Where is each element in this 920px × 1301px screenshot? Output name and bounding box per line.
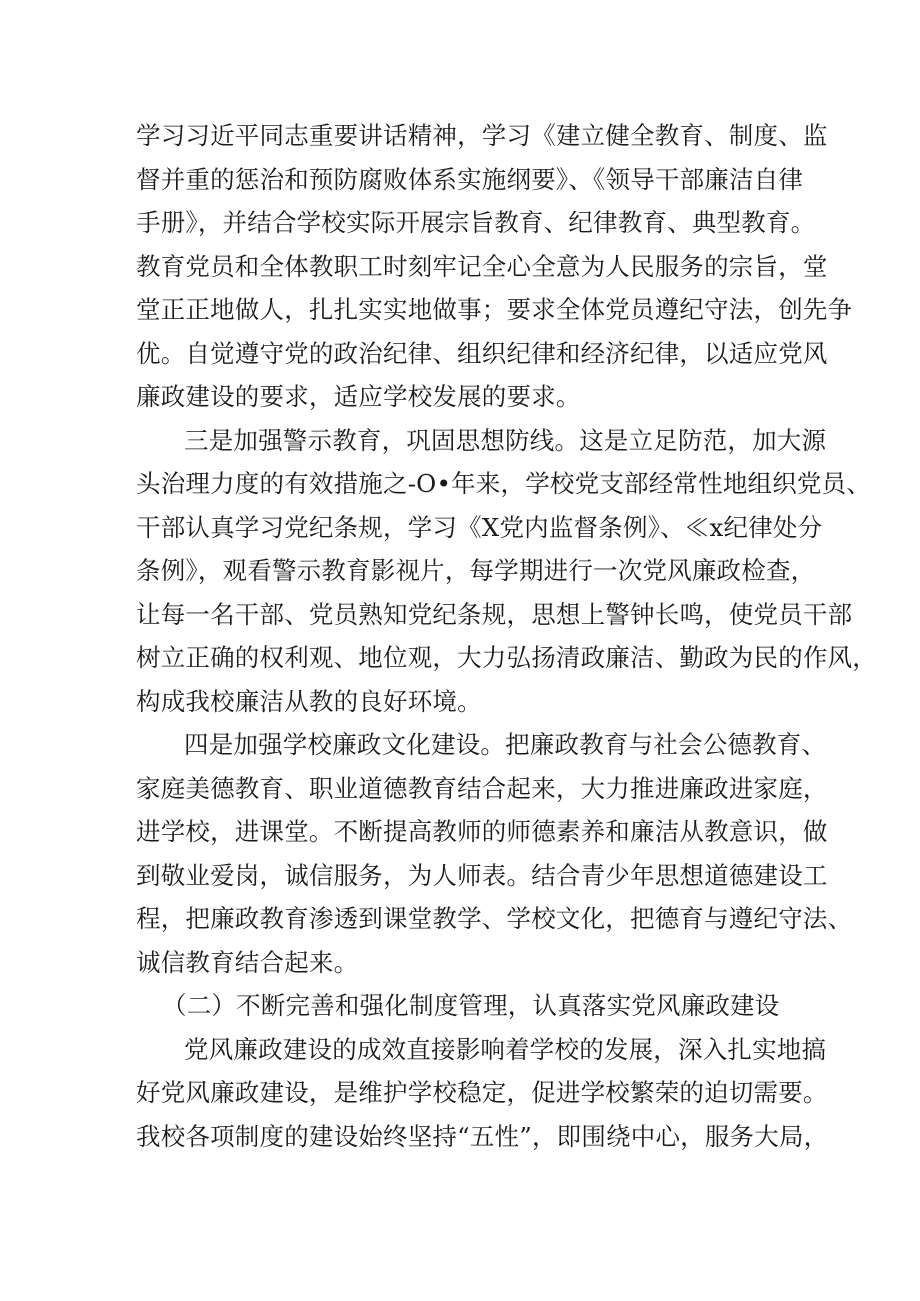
text-line: 四是加强学校廉政文化建设。把廉政教育与社会公德教育、 bbox=[184, 730, 827, 759]
text-line: 诚信教育结合起来。 bbox=[136, 947, 359, 977]
text-line: 让每一名干部、党员熟知党纪条规，思想上警钟长鸣，使党员干部 bbox=[136, 599, 853, 629]
text-line: 教育党员和全体教职工时刻牢记全心全意为人民服务的宗旨，堂 bbox=[136, 251, 828, 281]
text-line: 学习习近平同志重要讲话精神，学习《建立健全教育、制度、监 bbox=[136, 121, 828, 150]
paragraph-2 bbox=[136, 419, 877, 724]
document-body bbox=[136, 114, 877, 1158]
text-line: 手册》，并结合学校实际开展宗旨教育、纪律教育、典型教育。 bbox=[136, 208, 816, 237]
paragraph-3 bbox=[136, 723, 853, 984]
text-line: 督并重的惩治和预防腐败体系实施纲要》、《领导干部廉洁自律 bbox=[136, 164, 804, 194]
section-heading bbox=[136, 984, 796, 1028]
text-line: 构成我校廉洁从教的良好环境。 bbox=[136, 686, 482, 716]
text-line: 廉政建设的要求，适应学校发展的要求。 bbox=[136, 382, 581, 411]
text-line: 树立正确的权利观、地位观，大力弘扬清政廉洁、勤政为民的作风， bbox=[136, 643, 877, 672]
text-line: 进学校，进课堂。不断提高教师的师德素养和廉洁从教意识，做 bbox=[136, 817, 828, 846]
text-line: 好党风廉政建设，是维护学校稳定，促进学校繁荣的迫切需要。 bbox=[136, 1078, 828, 1107]
text-line: 干部认真学习党纪条规，学习《X党内监督条例》、≪x纪律处分 bbox=[136, 512, 823, 542]
text-line: 三是加强警示教育，巩固思想防线。这是立足防范，加大源 bbox=[184, 425, 827, 455]
text-line: 家庭美德教育、职业道德教育结合起来，大力推进廉政进家庭， bbox=[136, 773, 828, 803]
text-line: 到敬业爱岗，诚信服务，为人师表。结合青少年思想道德建设工 bbox=[136, 860, 828, 890]
text-line: 我校各项制度的建设始终坚持“五性”，即围绕中心，服务大局， bbox=[136, 1121, 829, 1151]
paragraph-5 bbox=[136, 1028, 829, 1159]
text-line: 堂正正地做人，扎扎实实地做事；要求全体党员遵纪守法，创先争 bbox=[136, 295, 853, 324]
text-line: 条例》，观看警示教育影视片，每学期进行一次党风廉政检查， bbox=[136, 556, 816, 585]
text-line: 优。自觉遵守党的政治纪律、组织纪律和经济纪律，以适应党风 bbox=[136, 338, 828, 368]
text-line: 党风廉政建设的成效直接影响着学校的发展，深入扎实地搞 bbox=[184, 1034, 827, 1064]
heading-text: （二）不断完善和强化制度管理，认真落实党风廉政建设 bbox=[162, 991, 780, 1020]
text-line: 头治理力度的有效措施之-O•年来，学校党支部经常性地组织党员、 bbox=[136, 469, 872, 498]
text-line: 程，把廉政教育渗透到课堂教学、学校文化，把德育与遵纪守法、 bbox=[136, 904, 853, 933]
paragraph-1 bbox=[136, 114, 853, 419]
